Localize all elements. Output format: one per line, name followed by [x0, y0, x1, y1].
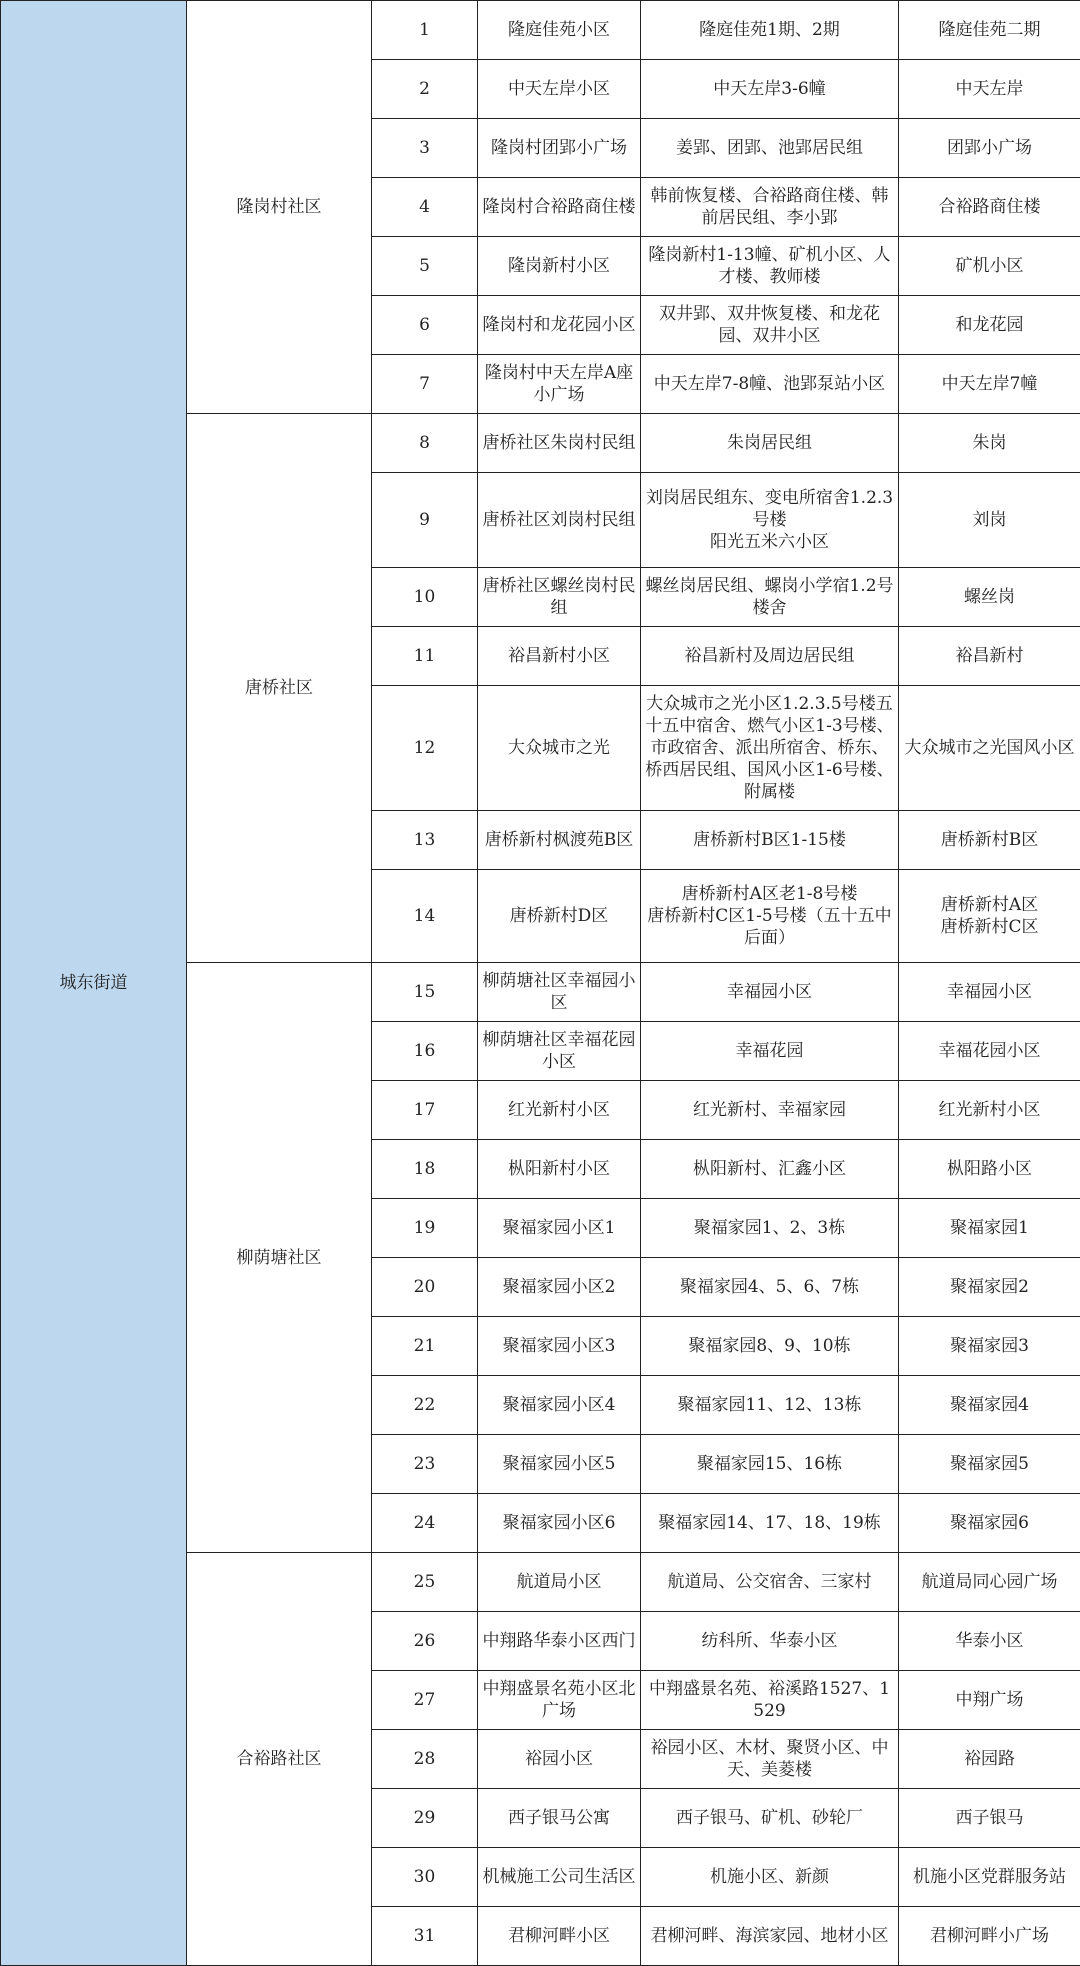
community-cell: 唐桥社区 [187, 414, 372, 963]
no-cell: 10 [372, 568, 478, 627]
site-cell: 中天左岸小区 [478, 60, 641, 119]
scope-cell: 朱岗居民组 [641, 414, 899, 473]
no-cell: 23 [372, 1435, 478, 1494]
location-cell: 西子银马 [899, 1789, 1080, 1848]
site-cell: 中翔盛景名苑小区北广场 [478, 1671, 641, 1730]
site-cell: 裕昌新村小区 [478, 627, 641, 686]
no-cell: 29 [372, 1789, 478, 1848]
scope-cell: 西子银马、矿机、砂轮厂 [641, 1789, 899, 1848]
no-cell: 6 [372, 296, 478, 355]
no-cell: 31 [372, 1907, 478, 1966]
location-cell: 刘岗 [899, 473, 1080, 568]
site-cell: 红光新村小区 [478, 1081, 641, 1140]
scope-cell: 聚福家园1、2、3栋 [641, 1199, 899, 1258]
location-cell: 中天左岸7幢 [899, 355, 1080, 414]
scope-cell: 双井郢、双井恢复楼、和龙花园、双井小区 [641, 296, 899, 355]
scope-cell: 航道局、公交宿舍、三家村 [641, 1553, 899, 1612]
location-cell: 聚福家园6 [899, 1494, 1080, 1553]
site-cell: 西子银马公寓 [478, 1789, 641, 1848]
site-cell: 唐桥社区螺丝岗村民组 [478, 568, 641, 627]
location-cell: 聚福家园5 [899, 1435, 1080, 1494]
scope-cell: 幸福园小区 [641, 963, 899, 1022]
no-cell: 30 [372, 1848, 478, 1907]
scope-cell: 聚福家园4、5、6、7栋 [641, 1258, 899, 1317]
site-cell: 唐桥社区朱岗村民组 [478, 414, 641, 473]
scope-cell: 聚福家园11、12、13栋 [641, 1376, 899, 1435]
site-cell: 大众城市之光 [478, 686, 641, 811]
no-cell: 7 [372, 355, 478, 414]
location-cell: 君柳河畔小广场 [899, 1907, 1080, 1966]
site-cell: 裕园小区 [478, 1730, 641, 1789]
location-cell: 隆庭佳苑二期 [899, 1, 1080, 60]
scope-cell: 聚福家园8、9、10栋 [641, 1317, 899, 1376]
scope-cell: 隆庭佳苑1期、2期 [641, 1, 899, 60]
scope-cell: 唐桥新村B区1-15楼 [641, 811, 899, 870]
scope-cell: 红光新村、幸福家园 [641, 1081, 899, 1140]
site-cell: 聚福家园小区2 [478, 1258, 641, 1317]
site-cell: 航道局小区 [478, 1553, 641, 1612]
scope-cell: 中天左岸7-8幢、池郢泵站小区 [641, 355, 899, 414]
site-cell: 中翔路华泰小区西门 [478, 1612, 641, 1671]
no-cell: 9 [372, 473, 478, 568]
site-cell: 枞阳新村小区 [478, 1140, 641, 1199]
no-cell: 11 [372, 627, 478, 686]
scope-cell: 裕园小区、木材、聚贤小区、中天、美菱楼 [641, 1730, 899, 1789]
location-cell: 幸福花园小区 [899, 1022, 1080, 1081]
scope-cell: 幸福花园 [641, 1022, 899, 1081]
location-cell: 聚福家园4 [899, 1376, 1080, 1435]
scope-cell: 韩前恢复楼、合裕路商住楼、韩前居民组、李小郢 [641, 178, 899, 237]
scope-cell: 中天左岸3-6幢 [641, 60, 899, 119]
scope-cell: 机施小区、新颜 [641, 1848, 899, 1907]
no-cell: 24 [372, 1494, 478, 1553]
site-cell: 聚福家园小区4 [478, 1376, 641, 1435]
location-cell: 大众城市之光国风小区 [899, 686, 1080, 811]
location-cell: 机施小区党群服务站 [899, 1848, 1080, 1907]
location-cell: 聚福家园3 [899, 1317, 1080, 1376]
scope-cell: 大众城市之光小区1.2.3.5号楼五十五中宿舍、燃气小区1-3号楼、市政宿舍、派出所宿舍、桥东、桥西居民组、国风小区1-6号楼、附属楼 [641, 686, 899, 811]
location-cell: 团郢小广场 [899, 119, 1080, 178]
location-cell: 螺丝岗 [899, 568, 1080, 627]
location-cell: 红光新村小区 [899, 1081, 1080, 1140]
scope-cell: 裕昌新村及周边居民组 [641, 627, 899, 686]
no-cell: 13 [372, 811, 478, 870]
no-cell: 19 [372, 1199, 478, 1258]
site-cell: 机械施工公司生活区 [478, 1848, 641, 1907]
no-cell: 26 [372, 1612, 478, 1671]
scope-cell: 君柳河畔、海滨家园、地材小区 [641, 1907, 899, 1966]
site-table-body [1, 1, 1080, 1966]
scope-cell: 刘岗居民组东、变电所宿舍1.2.3号楼 阳光五米六小区 [641, 473, 899, 568]
location-cell: 裕昌新村 [899, 627, 1080, 686]
location-cell: 中翔广场 [899, 1671, 1080, 1730]
site-cell: 聚福家园小区1 [478, 1199, 641, 1258]
no-cell: 14 [372, 870, 478, 963]
scope-cell: 螺丝岗居民组、螺岗小学宿1.2号楼舍 [641, 568, 899, 627]
no-cell: 12 [372, 686, 478, 811]
site-cell: 隆岗村中天左岸A座小广场 [478, 355, 641, 414]
site-cell: 唐桥新村枫渡苑B区 [478, 811, 641, 870]
location-cell: 幸福园小区 [899, 963, 1080, 1022]
location-cell: 唐桥新村B区 [899, 811, 1080, 870]
community-cell: 隆岗村社区 [187, 1, 372, 414]
site-cell: 柳荫塘社区幸福花园小区 [478, 1022, 641, 1081]
community-cell: 合裕路社区 [187, 1553, 372, 1966]
no-cell: 1 [372, 1, 478, 60]
no-cell: 15 [372, 963, 478, 1022]
site-cell: 唐桥社区刘岗村民组 [478, 473, 641, 568]
site-cell: 唐桥新村D区 [478, 870, 641, 963]
location-cell: 聚福家园1 [899, 1199, 1080, 1258]
site-cell: 隆岗村团郢小广场 [478, 119, 641, 178]
location-cell: 矿机小区 [899, 237, 1080, 296]
location-cell: 合裕路商住楼 [899, 178, 1080, 237]
location-cell: 航道局同心园广场 [899, 1553, 1080, 1612]
site-cell: 君柳河畔小区 [478, 1907, 641, 1966]
scope-cell: 姜郢、团郢、池郢居民组 [641, 119, 899, 178]
location-cell: 中天左岸 [899, 60, 1080, 119]
no-cell: 2 [372, 60, 478, 119]
location-cell: 裕园路 [899, 1730, 1080, 1789]
site-cell: 柳荫塘社区幸福园小区 [478, 963, 641, 1022]
location-cell: 华泰小区 [899, 1612, 1080, 1671]
no-cell: 4 [372, 178, 478, 237]
scope-cell: 纺科所、华泰小区 [641, 1612, 899, 1671]
scope-cell: 隆岗新村1-13幢、矿机小区、人才楼、教师楼 [641, 237, 899, 296]
location-cell: 唐桥新村A区 唐桥新村C区 [899, 870, 1080, 963]
site-cell: 隆岗新村小区 [478, 237, 641, 296]
no-cell: 18 [372, 1140, 478, 1199]
site-cell: 聚福家园小区3 [478, 1317, 641, 1376]
no-cell: 28 [372, 1730, 478, 1789]
no-cell: 20 [372, 1258, 478, 1317]
location-cell: 聚福家园2 [899, 1258, 1080, 1317]
no-cell: 5 [372, 237, 478, 296]
no-cell: 21 [372, 1317, 478, 1376]
no-cell: 8 [372, 414, 478, 473]
street-cell: 城东街道 [1, 1, 187, 1966]
scope-cell: 聚福家园14、17、18、19栋 [641, 1494, 899, 1553]
site-cell: 聚福家园小区5 [478, 1435, 641, 1494]
scope-cell: 唐桥新村A区老1-8号楼 唐桥新村C区1-5号楼（五十五中后面） [641, 870, 899, 963]
location-cell: 枞阳路小区 [899, 1140, 1080, 1199]
no-cell: 27 [372, 1671, 478, 1730]
table-row [1, 1, 1080, 60]
location-cell: 朱岗 [899, 414, 1080, 473]
no-cell: 22 [372, 1376, 478, 1435]
no-cell: 16 [372, 1022, 478, 1081]
scope-cell: 中翔盛景名苑、裕溪路1527、1529 [641, 1671, 899, 1730]
no-cell: 17 [372, 1081, 478, 1140]
location-cell: 和龙花园 [899, 296, 1080, 355]
no-cell: 3 [372, 119, 478, 178]
site-cell: 隆岗村合裕路商住楼 [478, 178, 641, 237]
site-cell: 隆庭佳苑小区 [478, 1, 641, 60]
site-cell: 隆岗村和龙花园小区 [478, 296, 641, 355]
scope-cell: 枞阳新村、汇鑫小区 [641, 1140, 899, 1199]
community-cell: 柳荫塘社区 [187, 963, 372, 1553]
site-cell: 聚福家园小区6 [478, 1494, 641, 1553]
scope-cell: 聚福家园15、16栋 [641, 1435, 899, 1494]
no-cell: 25 [372, 1553, 478, 1612]
